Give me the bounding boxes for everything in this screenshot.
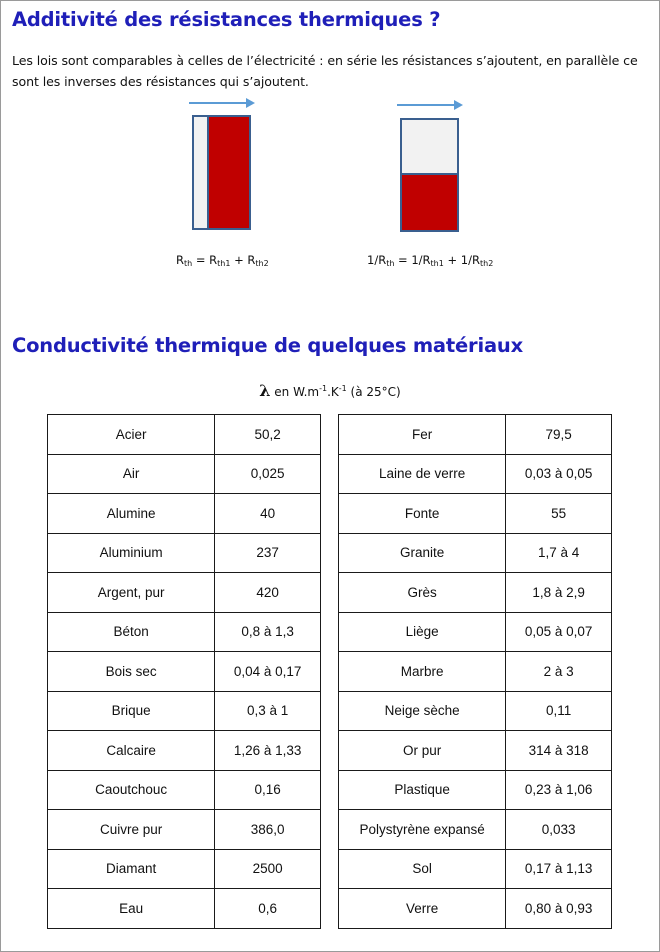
- lower-layer: [400, 173, 459, 232]
- conductivity-value: 0,23 à 1,06: [506, 770, 612, 810]
- table-row: [48, 770, 321, 810]
- table-row: [48, 691, 321, 731]
- conductivity-value: 0,8 à 1,3: [215, 612, 321, 652]
- material-name: Bois sec: [48, 652, 215, 692]
- table-row: [48, 810, 321, 850]
- table-row: [339, 889, 612, 929]
- conductivity-value: 237: [215, 533, 321, 573]
- conductivity-value: 0,17 à 1,13: [506, 849, 612, 889]
- conductivity-value: 0,80 à 0,93: [506, 889, 612, 929]
- material-name: Argent, pur: [48, 573, 215, 613]
- material-name: Neige sèche: [339, 691, 506, 731]
- heat-flow-arrow-parallel: [397, 100, 463, 110]
- conductivity-value: 2500: [215, 849, 321, 889]
- material-name: Or pur: [339, 731, 506, 771]
- material-name: Air: [48, 454, 215, 494]
- table-row: [339, 454, 612, 494]
- series-formula: $R_{th} = R_{th1} + R_{th2}$: [176, 253, 269, 268]
- material-name: Caoutchouc: [48, 770, 215, 810]
- upper-layer: [400, 118, 459, 175]
- heat-flow-arrow-series: [189, 98, 255, 108]
- table-row: [48, 573, 321, 613]
- conductivity-value: 0,16: [215, 770, 321, 810]
- section-title-conductivity: Conductivité thermique de quelques matériaux: [12, 334, 523, 357]
- table-row: [48, 415, 321, 455]
- materials-table-left: [47, 414, 321, 929]
- conductivity-value: 386,0: [215, 810, 321, 850]
- conductivity-value: 0,033: [506, 810, 612, 850]
- material-name: Eau: [48, 889, 215, 929]
- conductivity-value: 0,03 à 0,05: [506, 454, 612, 494]
- material-name: Fer: [339, 415, 506, 455]
- material-name: Fonte: [339, 494, 506, 534]
- conductivity-value: 0,11: [506, 691, 612, 731]
- table-row: [339, 415, 612, 455]
- conductivity-value: 40: [215, 494, 321, 534]
- material-name: Granite: [339, 533, 506, 573]
- table-row: [48, 849, 321, 889]
- conductivity-value: 0,3 à 1: [215, 691, 321, 731]
- conductivity-value: 0,04 à 0,17: [215, 652, 321, 692]
- table-row: [48, 889, 321, 929]
- intro-paragraph: Les lois sont comparables à celles de l’électricité : en série les résistances s’ajoutent, en parallèle ce sont les inverses des résistances qui s’ajoutent.: [12, 53, 638, 89]
- conductivity-value: 2 à 3: [506, 652, 612, 692]
- materials-table-right: [338, 414, 612, 929]
- material-name: Cuivre pur: [48, 810, 215, 850]
- material-name: Alumine: [48, 494, 215, 534]
- lambda-symbol: λ: [259, 381, 271, 400]
- conductivity-value: 0,025: [215, 454, 321, 494]
- parallel-formula: $1/R_{th} = 1/R_{th1} + 1/R_{th2}$: [367, 253, 494, 268]
- table-row: [48, 454, 321, 494]
- conductivity-value: 0,05 à 0,07: [506, 612, 612, 652]
- conductivity-value: 1,8 à 2,9: [506, 573, 612, 613]
- table-row: [48, 731, 321, 771]
- material-name: Marbre: [339, 652, 506, 692]
- material-name: Diamant: [48, 849, 215, 889]
- table-row: [48, 494, 321, 534]
- conductivity-value: 79,5: [506, 415, 612, 455]
- material-name: Verre: [339, 889, 506, 929]
- material-name: Calcaire: [48, 731, 215, 771]
- table-row: [339, 849, 612, 889]
- conductivity-value: 420: [215, 573, 321, 613]
- material-name: Brique: [48, 691, 215, 731]
- table-row: [339, 731, 612, 771]
- table-row: [339, 533, 612, 573]
- material-name: Liège: [339, 612, 506, 652]
- conductivity-value: 50,2: [215, 415, 321, 455]
- material-name: Polystyrène expansé: [339, 810, 506, 850]
- conductivity-value: 1,26 à 1,33: [215, 731, 321, 771]
- conductivity-value: 0,6: [215, 889, 321, 929]
- unit-caption: λ en $W.m^{-1}.K^{-1}$ (à 25°C): [259, 381, 401, 400]
- table-row: [339, 770, 612, 810]
- table-row: [48, 533, 321, 573]
- table-row: [48, 652, 321, 692]
- material-name: Laine de verre: [339, 454, 506, 494]
- conductivity-value: 314 à 318: [506, 731, 612, 771]
- section-title-additivity: Additivité des résistances thermiques ?: [12, 8, 441, 31]
- material-name: Grès: [339, 573, 506, 613]
- conductivity-value: 1,7 à 4: [506, 533, 612, 573]
- material-name: Béton: [48, 612, 215, 652]
- material-name: Plastique: [339, 770, 506, 810]
- material-name: Acier: [48, 415, 215, 455]
- table-row: [339, 652, 612, 692]
- table-row: [339, 810, 612, 850]
- table-row: [339, 573, 612, 613]
- table-row: [339, 691, 612, 731]
- thick-layer: [207, 115, 251, 230]
- conductivity-value: 55: [506, 494, 612, 534]
- table-row: [339, 612, 612, 652]
- material-name: Sol: [339, 849, 506, 889]
- table-row: [48, 612, 321, 652]
- material-name: Aluminium: [48, 533, 215, 573]
- table-row: [339, 494, 612, 534]
